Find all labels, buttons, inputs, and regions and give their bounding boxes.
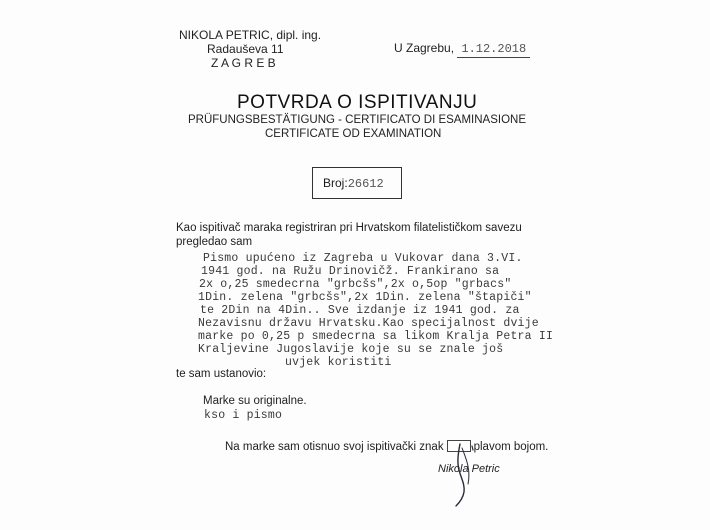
place-label: U Zagrebu, (394, 41, 455, 55)
certificate-number (323, 176, 384, 191)
intro-line-2: pregledao sam (176, 236, 253, 248)
description-line: te 2Din na 4Din.. Sve izdanje iz 1941 god. za (200, 304, 520, 317)
description-line: 2x o,25 smedecrna "grbcšs",2x o,5op "grbacs" (199, 278, 512, 291)
certificate-date: 1.12.2018 (457, 42, 530, 58)
description-line: 1Din. zelena "grbcšs",2x 1Din. zelena "štapiči" (198, 291, 532, 304)
findings-label: te sam ustanovio: (176, 368, 267, 380)
signatory-name: Nikola Petric (438, 463, 500, 475)
number-value: 26612 (347, 177, 384, 191)
findings-result: Marke su originalne. (203, 395, 307, 407)
description-line: Nezavisnu državu Hrvatsku.Kao specijalnost dvije (198, 317, 539, 330)
description-line: marke po 0,25 p smedecrna sa likom Kralja Petra II (198, 330, 554, 343)
description-line: uvjek koristiti (285, 356, 392, 369)
certificate-number-box (312, 167, 402, 199)
place-date (394, 41, 530, 58)
description-line: Kraljevine Jugoslavije koje su se znale još (198, 343, 504, 356)
document-subtitle-multilingual: PRÜFUNGSBESTÄTIGUNG - CERTIFICATO DI ESAMINASIONE (188, 114, 527, 126)
description-line: Pismo upućeno iz Zagreba u Vukovar dana 3.VI. (203, 252, 523, 265)
issuer-city: Z A G R E B (211, 56, 276, 70)
handwritten-signature-icon (438, 440, 508, 515)
stamp-note-after: plavom bojom. (473, 441, 549, 454)
intro-line-1: Kao ispitivač maraka registriran pri Hrvatskom filatelističkom savezu (176, 222, 522, 234)
description-line: 1941 god. na Ružu Drinovičž. Frankirano sa (201, 265, 500, 278)
number-label: Broj: (323, 176, 348, 190)
document-subtitle-english: CERTIFICATE OD EXAMINATION (265, 128, 442, 140)
issuer-street: Radauševa 11 (207, 42, 284, 56)
findings-result-extra: kso i pismo (204, 409, 283, 422)
stamp-note-before: Na marke sam otisnuo svoj ispitivački znak (225, 441, 444, 454)
issuer-name: NIKOLA PETRIC, dipl. ing. (179, 28, 322, 42)
document-title: POTVRDA O ISPITIVANJU (237, 92, 478, 113)
